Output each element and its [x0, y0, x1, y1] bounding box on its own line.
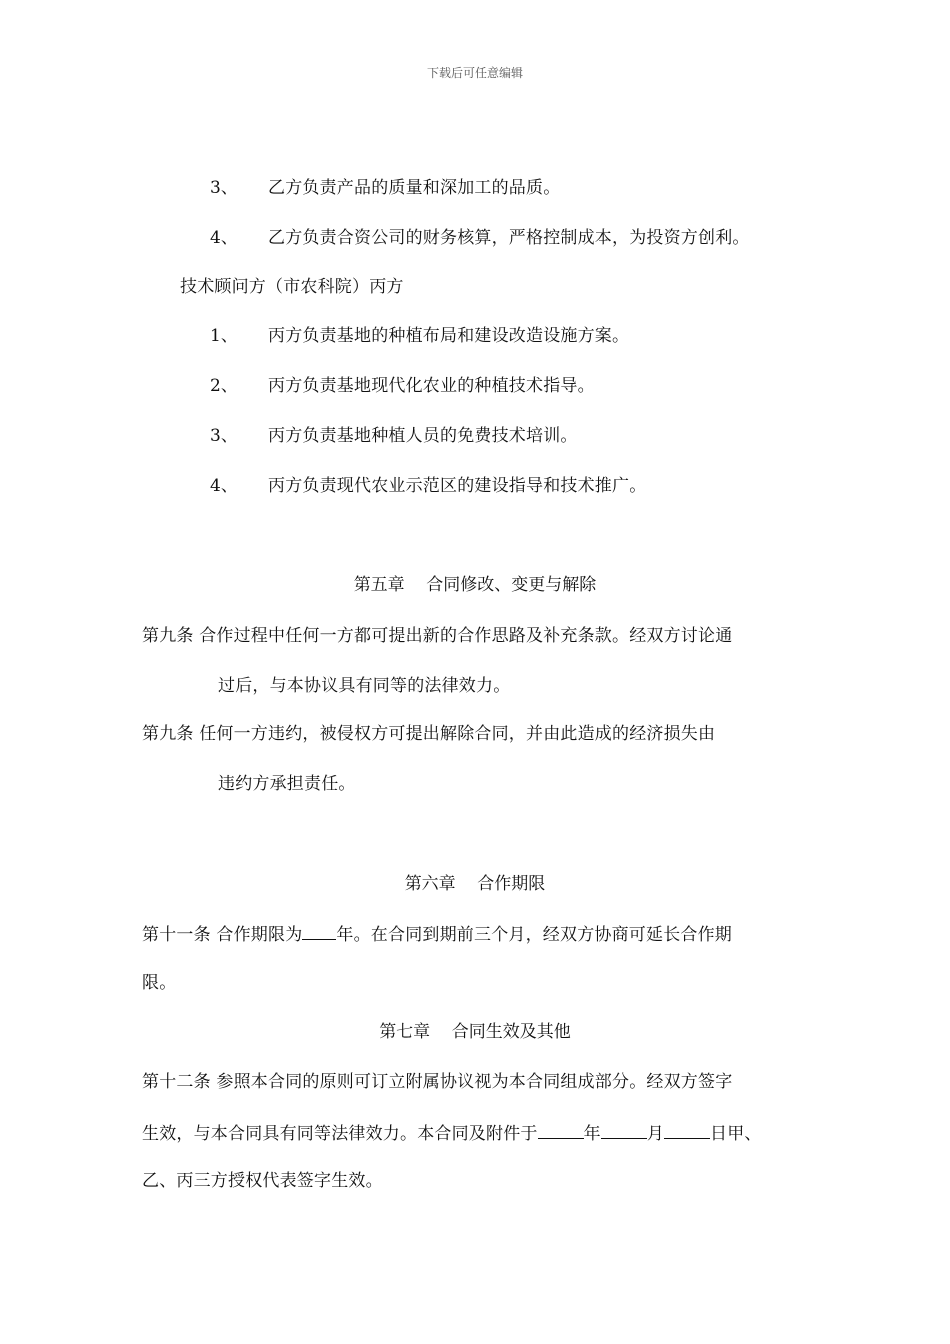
- list-item-number: 3、: [210, 178, 238, 198]
- article-twelve-line2-prefix: 生效，与本合同具有同等法律效力。本合同及附件于: [142, 1124, 538, 1144]
- list-item-number: 1、: [210, 326, 238, 346]
- list-item-text: 丙方负责基地种植人员的免费技术培训。: [268, 426, 578, 446]
- article-eleven-line1: [142, 923, 732, 946]
- article-twelve-line1: 第十二条 参照本合同的原则可订立附属协议视为本合同组成部分。经双方签字: [142, 1072, 733, 1092]
- year-label: 年: [583, 1124, 601, 1144]
- list-item-text: 丙方负责现代农业示范区的建设指导和技术推广。: [268, 476, 647, 496]
- list-item-number: 4、: [210, 228, 238, 248]
- list-item-text: 乙方负责合资公司的财务核算，严格控制成本，为投资方创利。: [268, 228, 750, 248]
- party-c-heading: 技术顾问方（市农科院）丙方: [180, 277, 404, 297]
- list-item-number: 4、: [210, 476, 238, 496]
- chapter-five-title: 第五章 合同修改、变更与解除: [353, 575, 597, 595]
- article-nine-b-line1: 第九条 任何一方违约，被侵权方可提出解除合同，并由此造成的经济损失由: [142, 724, 716, 744]
- term-years-blank: [302, 923, 336, 940]
- chapter-six-title: 第六章 合作期限: [404, 874, 546, 894]
- list-item-number: 2、: [210, 376, 238, 396]
- page-header: 下载后可任意编辑: [426, 66, 523, 80]
- article-twelve-line2: [142, 1122, 762, 1145]
- chapter-seven-title: 第七章 合同生效及其他: [379, 1022, 571, 1042]
- list-item-text: 丙方负责基地的种植布局和建设改造设施方案。: [268, 326, 630, 346]
- list-item-number: 3、: [210, 426, 238, 446]
- article-twelve-line3: 乙、丙三方授权代表签字生效。: [142, 1171, 383, 1191]
- article-nine-a-line2: 过后，与本协议具有同等的法律效力。: [218, 676, 511, 696]
- day-label: 日甲、: [710, 1124, 762, 1144]
- month-blank: [601, 1122, 647, 1139]
- list-item-text: 乙方负责产品的质量和深加工的品质。: [268, 178, 561, 198]
- year-blank: [538, 1122, 584, 1139]
- article-eleven-prefix: 第十一条 合作期限为: [142, 925, 303, 945]
- article-eleven-suffix: 年。在合同到期前三个月，经双方协商可延长合作期: [336, 925, 733, 945]
- article-eleven-line2: 限。: [142, 973, 177, 993]
- list-item-text: 丙方负责基地现代化农业的种植技术指导。: [268, 376, 595, 396]
- article-nine-b-line2: 违约方承担责任。: [218, 774, 356, 794]
- day-blank: [664, 1122, 710, 1139]
- article-nine-a-line1: 第九条 合作过程中任何一方都可提出新的合作思路及补充条款。经双方讨论通: [142, 626, 733, 646]
- month-label: 月: [646, 1124, 665, 1144]
